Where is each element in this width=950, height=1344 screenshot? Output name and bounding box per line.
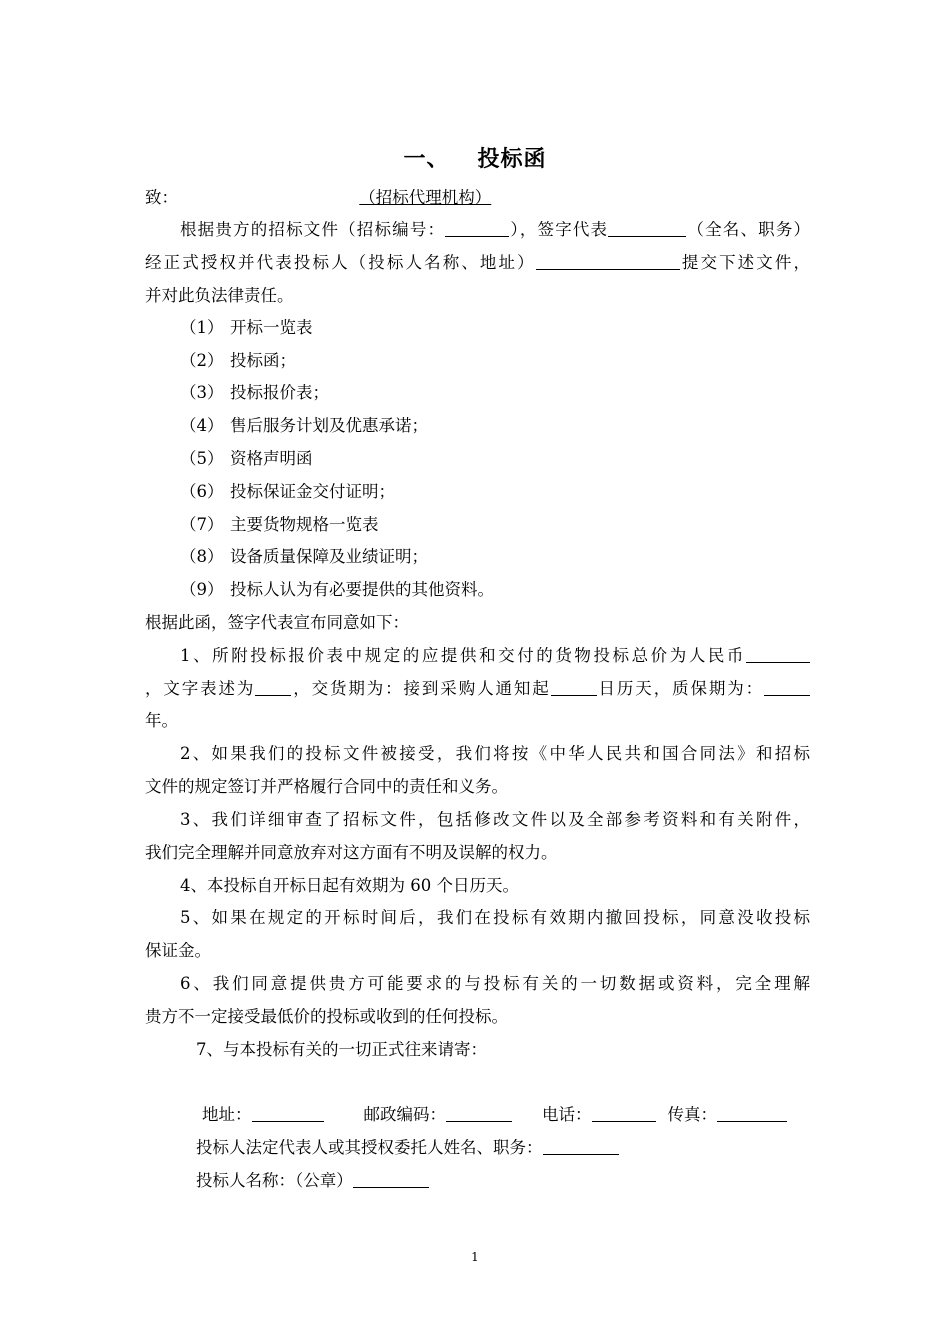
page-number: 1	[471, 1250, 479, 1264]
clause-3-line-2: 我们完全理解并同意放弃对这方面有不明及误解的权力。	[145, 843, 558, 862]
clause-2-line-1: 2、如果我们的投标文件被接受，我们将按《中华人民共和国合同法》和招标	[180, 744, 810, 763]
document-list-item: （5） 资格声明函	[180, 449, 313, 468]
document-list-item: （3） 投标报价表；	[180, 383, 329, 402]
clause-1-line-3: 年。	[145, 711, 178, 730]
clause-7-line: 7、与本投标有关的一切正式往来请寄：	[196, 1040, 487, 1059]
to-label: 致：	[145, 188, 178, 207]
bidder-name-line	[196, 1171, 810, 1191]
amount-in-words-blank	[255, 679, 291, 696]
document-list-item: （8） 设备质量保障及业绩证明；	[180, 547, 428, 566]
document-list-item: （2） 投标函；	[180, 351, 296, 370]
title-text: 投标函	[477, 147, 547, 172]
representative-blank	[543, 1138, 619, 1155]
title-number: 一、	[403, 147, 450, 172]
declaration-line: 根据此函，签字代表宣布同意如下：	[145, 613, 409, 632]
warranty-years-blank	[764, 679, 810, 696]
clause-5-line-2: 保证金。	[145, 941, 211, 960]
phone-label: 电话：	[542, 1105, 592, 1124]
clause-1-line-1: 1、所附投标报价表中规定的应提供和交付的货物投标总价为人民币	[180, 646, 810, 666]
clause-6-line-2: 贵方不一定接受最低价的投标或收到的任何投标。	[145, 1007, 508, 1026]
document-list-item: （7） 主要货物规格一览表	[180, 515, 379, 534]
document-title	[0, 142, 950, 173]
agency-field: （招标代理机构）	[359, 188, 492, 207]
postcode-blank	[446, 1105, 512, 1122]
intro-line-2: 经正式授权并代表投标人（投标人名称、地址） 提交下述文件，	[145, 253, 811, 272]
phone-blank	[592, 1105, 656, 1122]
clause-6-line-1: 6、我们同意提供贵方可能要求的与投标有关的一切数据或资料，完全理解	[180, 974, 810, 993]
address-blank	[252, 1105, 324, 1122]
clause-2-line-2: 文件的规定签订并严格履行合同中的责任和义务。	[145, 777, 508, 796]
signatory-blank	[608, 220, 686, 237]
clause-4-line: 4、本投标自开标日起有效期为 60 个日历天。	[180, 876, 519, 895]
representative-label: 投标人法定代表人或其授权委托人姓名、职务：	[196, 1138, 543, 1157]
address-label: 地址：	[202, 1105, 252, 1124]
clause-1-line-2: ，文字表述为 ，交货期为：接到采购人通知起 日历天，质保期为：	[145, 679, 810, 699]
document-list-item: （9） 投标人认为有必要提供的其他资料。	[180, 580, 494, 599]
delivery-days-blank	[551, 679, 597, 696]
representative-line	[196, 1138, 810, 1158]
document-list-item: （1） 开标一览表	[180, 318, 313, 337]
intro-line-3: 并对此负法律责任。	[145, 286, 294, 305]
total-price-blank	[746, 646, 810, 663]
tender-number-blank	[445, 220, 509, 237]
document-list-item: （4） 售后服务计划及优惠承诺；	[180, 416, 428, 435]
postcode-label: 邮政编码：	[363, 1105, 446, 1124]
bidder-name-label: 投标人名称：（公章）	[196, 1171, 353, 1190]
clause-3-line-1: 3、我们详细审查了招标文件，包括修改文件以及全部参考资料和有关附件，	[180, 810, 810, 829]
fax-blank	[717, 1105, 787, 1122]
bidder-name-blank	[536, 253, 680, 270]
fax-label: 传真：	[667, 1105, 717, 1124]
intro-line-1: 根据贵方的招标文件（招标编号： ），签字代表 （全名、职务）	[180, 220, 811, 239]
contact-line	[202, 1105, 810, 1125]
bidder-name-seal-blank	[353, 1171, 429, 1188]
clause-5-line-1: 5、如果在规定的开标时间后，我们在投标有效期内撤回投标，同意没收投标	[180, 908, 810, 927]
document-list-item: （6） 投标保证金交付证明；	[180, 482, 395, 501]
addressee-line	[145, 188, 810, 208]
